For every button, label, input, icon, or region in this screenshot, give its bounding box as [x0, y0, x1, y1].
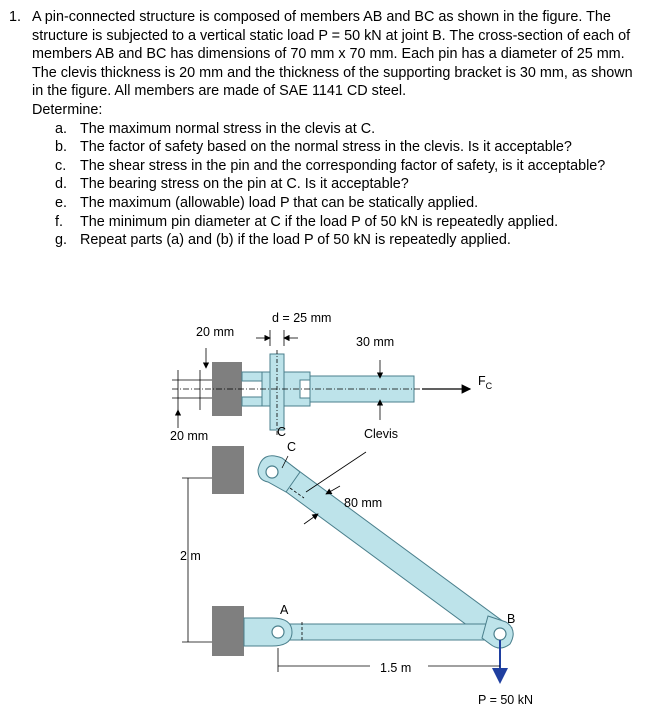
- pin-c-hole: [266, 466, 278, 478]
- determine-label: Determine:: [32, 101, 103, 118]
- pin-a-hole: [272, 626, 284, 638]
- label-20mm-top: 20 mm: [196, 325, 235, 339]
- label-clevis: Clevis: [364, 427, 399, 441]
- label-c-top: C: [277, 425, 287, 439]
- problem-text: A pin-connected structure is composed of members AB and BC as shown in the figure. The structure is subjected to a vertical static load P = 50 kN at joint B. The cross-section of each of members AB and BC has dimensions of 70 mm x 70 mm. Each pin has a diameter of 25 mm. The clevis thickness is 20 mm and the thickness of the supporting bracket is 30 mm, as shown in the figure. All members are made of SAE 1141 CD steel.: [32, 9, 633, 100]
- question-item-c: c. The shear stress in the pin and the corresponding factor of safety, is it acceptable?: [55, 157, 606, 174]
- label-80mm: 80 mm: [344, 496, 383, 510]
- label-fc: $F_C$: [478, 374, 493, 391]
- bracket-c: [212, 446, 244, 494]
- clevis-leader: [306, 452, 366, 492]
- bracket-a: [212, 606, 244, 656]
- label-2m: 2 m: [180, 549, 201, 563]
- question-item-d: d. The bearing stress on the pin at C. Is it acceptable?: [55, 176, 409, 193]
- problem-block: [9, 8, 639, 250]
- question-item-e: e. The maximum (allowable) load P that can be statically applied.: [55, 194, 479, 211]
- question-item-f: f. The minimum pin diameter at C if the load P of 50 kN is repeatedly applied.: [55, 213, 559, 230]
- question-item-b: b. The factor of safety based on the normal stress in the clevis. Is it acceptable?: [55, 139, 572, 156]
- dim-arrow-80mm-top: [326, 486, 340, 494]
- label-d: d = 25 mm: [272, 311, 332, 325]
- label-20mm-left: 20 mm: [170, 429, 209, 443]
- problem-number: 1.: [9, 9, 22, 25]
- dim-arrow-80mm-bottom: [304, 514, 318, 524]
- question-list: [55, 120, 639, 250]
- problem-statement: [9, 8, 639, 101]
- question-item-g: g. Repeat parts (a) and (b) if the load P of 50 kN is repeatedly applied.: [55, 232, 511, 249]
- clevis-a: [244, 618, 292, 646]
- label-1-5m: 1.5 m: [380, 661, 412, 675]
- question-item-a: a. The maximum normal stress in the clevis at C.: [55, 120, 376, 137]
- structure-figure: [0, 300, 650, 722]
- pin-detail-c: [172, 330, 470, 436]
- member-ab: [262, 624, 502, 640]
- label-a: A: [280, 603, 289, 617]
- label-30mm: 30 mm: [356, 335, 395, 349]
- label-load-p: P = 50 kN: [478, 693, 534, 707]
- member-bc: [270, 460, 512, 648]
- label-b: B: [507, 612, 516, 626]
- pin-b-hole: [494, 628, 506, 640]
- structure-drawing: [182, 446, 516, 682]
- label-c-lower: C: [287, 440, 297, 454]
